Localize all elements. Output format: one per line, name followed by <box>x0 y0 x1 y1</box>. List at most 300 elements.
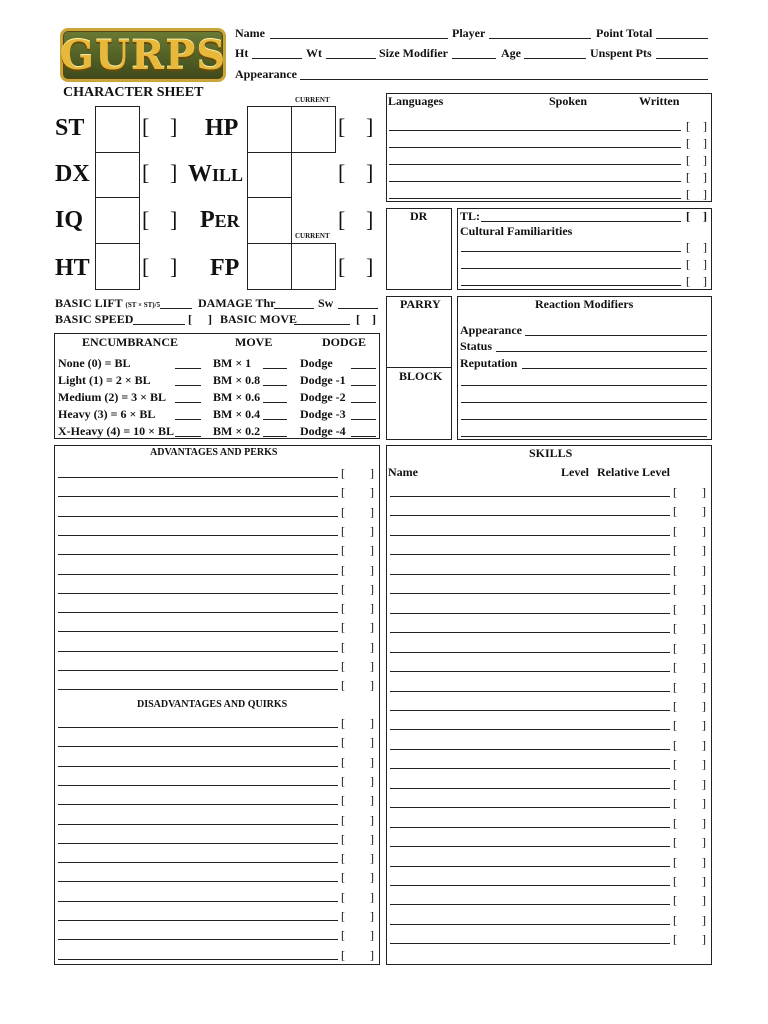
tl-cost-close: ] <box>703 209 707 223</box>
hp-cost-open: [ <box>338 114 346 139</box>
cultural-line[interactable] <box>461 268 681 269</box>
enc-move-field-3[interactable] <box>263 419 287 420</box>
advantage-cost-open: [ <box>341 485 345 500</box>
reaction-extra-line[interactable] <box>461 419 707 420</box>
advantage-cost-close: ] <box>370 639 374 654</box>
advantage-cost-open: [ <box>341 562 345 577</box>
disadvantage-cost-open: [ <box>341 773 345 788</box>
ht-cost-open: [ <box>142 254 150 279</box>
skills-box <box>386 445 712 965</box>
per-cost-open: [ <box>338 207 346 232</box>
advantage-line[interactable] <box>58 631 338 632</box>
skill-line[interactable] <box>390 866 670 867</box>
parry-block-box <box>386 296 452 440</box>
iq-label: IQ <box>55 207 84 233</box>
languages-title: Languages <box>388 94 444 108</box>
fp-label: FP <box>210 255 240 281</box>
basic-move-cost-open: [ <box>356 312 360 326</box>
dx-value-box[interactable] <box>95 152 140 198</box>
advantage-cost-open: [ <box>341 659 345 673</box>
skill-cost-open: [ <box>673 737 677 752</box>
skill-cost-close: ] <box>702 621 706 636</box>
skill-cost-open: [ <box>673 698 677 713</box>
advantage-cost-close: ] <box>370 562 374 577</box>
advantage-line[interactable] <box>58 535 338 536</box>
cultural-label: Cultural Familiarities <box>460 224 573 238</box>
skill-line[interactable] <box>390 496 670 497</box>
skill-line[interactable] <box>390 671 670 672</box>
cultural-cost-open: [ <box>686 274 690 288</box>
disadvantage-cost-close: ] <box>370 754 374 769</box>
skill-cost-close: ] <box>702 698 706 713</box>
skill-cost-close: ] <box>702 504 706 519</box>
iq-cost-close: ] <box>170 207 178 232</box>
advantage-cost-open: [ <box>341 543 345 558</box>
tl-field[interactable] <box>481 221 681 222</box>
skill-cost-open: [ <box>673 621 677 636</box>
basic-move-cost-close: ] <box>372 312 376 326</box>
skill-cost-open: [ <box>673 835 677 850</box>
skill-line[interactable] <box>390 827 670 828</box>
advantage-cost-close: ] <box>370 659 374 673</box>
advantage-cost-open: [ <box>341 523 345 538</box>
basic-speed-cost-close: ] <box>208 312 212 326</box>
advantage-line[interactable] <box>58 612 338 613</box>
cultural-cost-close: ] <box>703 274 707 288</box>
disadvantage-cost-close: ] <box>370 812 374 827</box>
disadvantage-cost-close: ] <box>370 851 374 866</box>
disadvantage-line[interactable] <box>58 920 338 921</box>
skill-cost-close: ] <box>702 562 706 577</box>
skill-cost-close: ] <box>702 796 706 811</box>
enc-move-1: BM × 0.8 <box>213 373 261 387</box>
parry-block-divider <box>386 367 452 368</box>
skills-level-header: Level <box>561 465 589 479</box>
basic-speed-cost-open: [ <box>188 312 192 326</box>
basic-lift-field[interactable] <box>160 308 192 309</box>
skill-cost-close: ] <box>702 912 706 927</box>
enc-level-1: Light (1) = 2 × BL <box>58 373 151 387</box>
hp-label: HP <box>205 115 239 141</box>
cultural-line[interactable] <box>461 251 681 252</box>
gurps-logo: GURPS <box>60 28 226 82</box>
enc-weight-3[interactable] <box>175 419 201 420</box>
dr-label: DR <box>410 209 428 223</box>
language-line[interactable] <box>389 147 681 148</box>
skill-cost-close: ] <box>702 835 706 850</box>
advantage-cost-open: [ <box>341 678 345 693</box>
skill-cost-close: ] <box>702 718 706 733</box>
disadvantage-cost-close: ] <box>370 889 374 904</box>
enc-dodge-1: Dodge -1 <box>300 373 346 387</box>
skill-cost-close: ] <box>702 737 706 752</box>
skill-line[interactable] <box>390 904 670 905</box>
wt-label: Wt <box>306 46 322 60</box>
appearance-label: Appearance <box>235 67 297 81</box>
skill-cost-close: ] <box>702 582 706 597</box>
disadvantage-cost-close: ] <box>370 735 374 750</box>
encumbrance-header: ENCUMBRANCE <box>82 335 178 349</box>
language-cost-close: ] <box>703 153 707 167</box>
advantage-cost-close: ] <box>370 485 374 500</box>
advantages-title: ADVANTAGES AND PERKS <box>150 447 278 458</box>
dx-label: DX <box>55 161 90 187</box>
hp-current-label: CURRENT <box>295 96 330 104</box>
tl-cost-open: [ <box>686 209 690 223</box>
point-total-label: Point Total <box>596 26 653 40</box>
enc-move-field-1[interactable] <box>263 385 287 386</box>
disadvantage-line[interactable] <box>58 746 338 747</box>
fp-cost-close: ] <box>366 254 374 279</box>
skill-cost-open: [ <box>673 601 677 616</box>
skill-line[interactable] <box>390 535 670 536</box>
disadvantage-line[interactable] <box>58 804 338 805</box>
language-cost-close: ] <box>703 187 707 201</box>
skill-cost-close: ] <box>702 640 706 655</box>
st-cost-open: [ <box>142 114 150 139</box>
advantage-line[interactable] <box>58 574 338 575</box>
skill-cost-close: ] <box>702 485 706 499</box>
skills-relative-header: Relative Level <box>597 465 670 479</box>
skill-line[interactable] <box>390 885 670 886</box>
advantage-cost-open: [ <box>341 466 345 480</box>
skill-line[interactable] <box>390 749 670 750</box>
enc-dodge-field-4[interactable] <box>351 436 376 437</box>
advantage-cost-close: ] <box>370 620 374 635</box>
advantage-line[interactable] <box>58 554 338 555</box>
block-label: BLOCK <box>399 369 443 383</box>
st-value-box[interactable] <box>95 106 140 153</box>
skill-cost-close: ] <box>702 660 706 675</box>
advantage-cost-close: ] <box>370 523 374 538</box>
advantage-line[interactable] <box>58 496 338 497</box>
basic-speed-label: BASIC SPEED <box>55 312 134 326</box>
disadvantage-cost-open: [ <box>341 754 345 769</box>
language-cost-open: [ <box>686 170 690 184</box>
disadvantage-cost-open: [ <box>341 889 345 904</box>
enc-move-field-0[interactable] <box>263 368 287 369</box>
point-total-field[interactable] <box>656 38 708 39</box>
enc-weight-4[interactable] <box>175 436 201 437</box>
language-cost-open: [ <box>686 119 690 133</box>
reaction-title: Reaction Modifiers <box>535 297 634 311</box>
enc-dodge-2: Dodge -2 <box>300 390 346 404</box>
written-header: Written <box>639 94 680 108</box>
will-cost-open: [ <box>338 160 346 185</box>
damage-sw-field[interactable] <box>338 308 378 309</box>
language-cost-close: ] <box>703 119 707 133</box>
basic-move-label: BASIC MOVE <box>220 312 298 326</box>
unspent-pts-field[interactable] <box>656 58 708 59</box>
skill-cost-open: [ <box>673 543 677 558</box>
disadvantage-cost-open: [ <box>341 812 345 827</box>
advantage-cost-close: ] <box>370 504 374 519</box>
enc-dodge-field-3[interactable] <box>351 419 376 420</box>
damage-thr-field[interactable] <box>274 308 314 309</box>
skill-line[interactable] <box>390 943 670 944</box>
enc-level-0: None (0) = BL <box>58 356 131 370</box>
per-value-box[interactable] <box>247 197 292 244</box>
cultural-cost-close: ] <box>703 240 707 254</box>
skill-cost-open: [ <box>673 932 677 947</box>
move-header: MOVE <box>235 335 273 349</box>
appearance-field[interactable] <box>300 79 708 80</box>
skill-cost-close: ] <box>702 679 706 694</box>
hp-cost-close: ] <box>366 114 374 139</box>
cultural-cost-close: ] <box>703 257 707 271</box>
skill-line[interactable] <box>390 554 670 555</box>
reaction-reputation-label: Reputation <box>460 356 518 370</box>
reaction-extra-line[interactable] <box>461 402 707 403</box>
will-label: WILL <box>188 161 244 187</box>
ht-attr-label: HT <box>55 255 90 281</box>
disadvantage-cost-open: [ <box>341 735 345 750</box>
size-modifier-field[interactable] <box>452 58 496 59</box>
skill-line[interactable] <box>390 691 670 692</box>
disadvantage-line[interactable] <box>58 901 338 902</box>
disadvantage-line[interactable] <box>58 727 338 728</box>
skill-line[interactable] <box>390 710 670 711</box>
advantage-line[interactable] <box>58 516 338 517</box>
language-line[interactable] <box>389 164 681 165</box>
fp-current-box[interactable] <box>291 243 336 290</box>
player-field[interactable] <box>489 38 591 39</box>
skill-cost-open: [ <box>673 660 677 675</box>
advantage-cost-close: ] <box>370 581 374 596</box>
disadvantage-line[interactable] <box>58 785 338 786</box>
disadvantage-cost-open: [ <box>341 947 345 962</box>
disadvantages-title: DISADVANTAGES AND QUIRKS <box>137 699 288 710</box>
disadvantage-cost-open: [ <box>341 793 345 808</box>
skill-cost-open: [ <box>673 757 677 772</box>
skills-title: SKILLS <box>529 446 573 460</box>
language-cost-open: [ <box>686 136 690 150</box>
skill-line[interactable] <box>390 574 670 575</box>
skill-cost-open: [ <box>673 504 677 519</box>
enc-move-4: BM × 0.2 <box>213 424 261 438</box>
disadvantage-cost-open: [ <box>341 928 345 943</box>
disadvantage-cost-close: ] <box>370 716 374 730</box>
enc-dodge-3: Dodge -3 <box>300 407 346 421</box>
reaction-reputation-field[interactable] <box>522 368 707 369</box>
skill-cost-close: ] <box>702 854 706 869</box>
language-line[interactable] <box>389 130 681 131</box>
advantage-cost-open: [ <box>341 581 345 596</box>
skill-cost-open: [ <box>673 523 677 538</box>
will-cost-close: ] <box>366 160 374 185</box>
enc-level-4: X-Heavy (4) = 10 × BL <box>58 424 174 438</box>
disadvantage-cost-open: [ <box>341 716 345 730</box>
advantage-cost-close: ] <box>370 466 374 480</box>
skill-cost-close: ] <box>702 932 706 947</box>
skill-line[interactable] <box>390 924 670 925</box>
disadvantage-line[interactable] <box>58 824 338 825</box>
enc-dodge-4: Dodge -4 <box>300 424 346 438</box>
language-line[interactable] <box>389 198 681 199</box>
advantage-cost-open: [ <box>341 639 345 654</box>
skill-cost-open: [ <box>673 893 677 908</box>
unspent-pts-label: Unspent Pts <box>590 46 652 60</box>
skill-cost-open: [ <box>673 485 677 499</box>
name-label: Name <box>235 26 265 40</box>
enc-weight-1[interactable] <box>175 385 201 386</box>
skill-cost-open: [ <box>673 815 677 830</box>
language-cost-open: [ <box>686 153 690 167</box>
skill-cost-open: [ <box>673 640 677 655</box>
disadvantage-cost-open: [ <box>341 909 345 923</box>
skill-line[interactable] <box>390 515 670 516</box>
player-label: Player <box>452 26 486 40</box>
enc-move-field-2[interactable] <box>263 402 287 403</box>
advantage-line[interactable] <box>58 477 338 478</box>
disadvantage-line[interactable] <box>58 862 338 863</box>
skill-cost-close: ] <box>702 815 706 830</box>
ht-cost-close: ] <box>170 254 178 279</box>
fp-current-label: CURRENT <box>295 232 330 240</box>
skill-line[interactable] <box>390 768 670 769</box>
skill-line[interactable] <box>390 613 670 614</box>
parry-label: PARRY <box>400 297 441 311</box>
ht-label: Ht <box>235 46 249 60</box>
ht-value-box[interactable] <box>95 243 140 290</box>
skill-cost-close: ] <box>702 523 706 538</box>
enc-level-3: Heavy (3) = 6 × BL <box>58 407 156 421</box>
skill-line[interactable] <box>390 807 670 808</box>
iq-value-box[interactable] <box>95 197 140 244</box>
language-line[interactable] <box>389 181 681 182</box>
size-modifier-label: Size Modifier <box>379 46 448 60</box>
st-label: ST <box>55 115 85 141</box>
tl-label: TL: <box>460 209 481 223</box>
disadvantage-cost-close: ] <box>370 928 374 943</box>
skill-cost-open: [ <box>673 854 677 869</box>
skill-cost-close: ] <box>702 776 706 791</box>
age-label: Age <box>501 46 521 60</box>
enc-move-2: BM × 0.6 <box>213 390 261 404</box>
skill-cost-open: [ <box>673 582 677 597</box>
per-cost-close: ] <box>366 207 374 232</box>
basic-move-field[interactable] <box>294 324 350 325</box>
enc-weight-0[interactable] <box>175 368 201 369</box>
iq-cost-open: [ <box>142 207 150 232</box>
sw-label: Sw <box>318 296 334 310</box>
enc-dodge-field-2[interactable] <box>351 402 376 403</box>
disadvantage-cost-close: ] <box>370 773 374 788</box>
st-cost-close: ] <box>170 114 178 139</box>
advantage-line[interactable] <box>58 651 338 652</box>
skill-line[interactable] <box>390 632 670 633</box>
hp-value-box[interactable] <box>247 106 292 153</box>
disadvantage-line[interactable] <box>58 766 338 767</box>
disadvantage-line[interactable] <box>58 939 338 940</box>
advantage-cost-close: ] <box>370 543 374 558</box>
skill-cost-close: ] <box>702 601 706 616</box>
fp-cost-open: [ <box>338 254 346 279</box>
disadvantage-cost-close: ] <box>370 793 374 808</box>
advantage-line[interactable] <box>58 689 338 690</box>
skills-name-header: Name <box>388 465 418 479</box>
disadvantage-cost-open: [ <box>341 851 345 866</box>
advantage-cost-open: [ <box>341 601 345 616</box>
skill-cost-open: [ <box>673 562 677 577</box>
disadvantage-cost-close: ] <box>370 947 374 962</box>
disadvantage-cost-close: ] <box>370 870 374 885</box>
disadvantage-line[interactable] <box>58 843 338 844</box>
wt-field[interactable] <box>326 58 376 59</box>
dx-cost-open: [ <box>142 160 150 185</box>
ht-field[interactable] <box>252 58 302 59</box>
name-field[interactable] <box>270 38 448 39</box>
enc-move-0: BM × 1 <box>213 356 252 370</box>
skill-line[interactable] <box>390 846 670 847</box>
skill-line[interactable] <box>390 729 670 730</box>
disadvantage-line[interactable] <box>58 959 338 960</box>
enc-move-3: BM × 0.4 <box>213 407 261 421</box>
reaction-status-label: Status <box>460 339 493 353</box>
reaction-extra-line[interactable] <box>461 436 707 437</box>
dx-cost-close: ] <box>170 160 178 185</box>
enc-dodge-field-0[interactable] <box>351 368 376 369</box>
cultural-cost-open: [ <box>686 240 690 254</box>
age-field[interactable] <box>524 58 586 59</box>
skill-cost-open: [ <box>673 679 677 694</box>
skill-line[interactable] <box>390 788 670 789</box>
advantage-line[interactable] <box>58 593 338 594</box>
reaction-appearance-label: Appearance <box>460 323 522 337</box>
basic-lift-row: BASIC LIFT (ST × ST)/5 <box>55 296 161 310</box>
enc-move-field-4[interactable] <box>263 436 287 437</box>
enc-dodge-field-1[interactable] <box>351 385 376 386</box>
language-cost-open: [ <box>686 187 690 201</box>
skill-cost-open: [ <box>673 718 677 733</box>
advantage-cost-close: ] <box>370 678 374 693</box>
will-value-box[interactable] <box>247 152 292 198</box>
disadvantage-cost-close: ] <box>370 831 374 846</box>
enc-weight-2[interactable] <box>175 402 201 403</box>
basic-speed-field[interactable] <box>133 324 185 325</box>
damage-label: DAMAGE Thr <box>198 296 276 310</box>
skill-cost-close: ] <box>702 893 706 908</box>
skill-cost-open: [ <box>673 912 677 927</box>
reaction-extra-line[interactable] <box>461 385 707 386</box>
fp-value-box[interactable] <box>247 243 292 290</box>
language-cost-close: ] <box>703 136 707 150</box>
dodge-header: DODGE <box>322 335 367 349</box>
disadvantage-line[interactable] <box>58 881 338 882</box>
advantage-line[interactable] <box>58 670 338 671</box>
skill-line[interactable] <box>390 652 670 653</box>
reaction-appearance-field[interactable] <box>525 335 707 336</box>
advantage-cost-open: [ <box>341 620 345 635</box>
skill-cost-close: ] <box>702 757 706 772</box>
reaction-status-field[interactable] <box>496 351 707 352</box>
sheet-title: CHARACTER SHEET <box>63 85 204 100</box>
advantage-cost-open: [ <box>341 504 345 519</box>
disadvantage-cost-open: [ <box>341 831 345 846</box>
cultural-line[interactable] <box>461 285 681 286</box>
skill-cost-close: ] <box>702 874 706 888</box>
spoken-header: Spoken <box>549 94 588 108</box>
skill-cost-close: ] <box>702 543 706 558</box>
disadvantage-cost-open: [ <box>341 870 345 885</box>
advantage-cost-close: ] <box>370 601 374 616</box>
disadvantage-cost-close: ] <box>370 909 374 923</box>
enc-dodge-0: Dodge <box>300 356 333 370</box>
skill-line[interactable] <box>390 593 670 594</box>
skill-cost-open: [ <box>673 796 677 811</box>
hp-current-box[interactable] <box>291 106 336 153</box>
cultural-cost-open: [ <box>686 257 690 271</box>
